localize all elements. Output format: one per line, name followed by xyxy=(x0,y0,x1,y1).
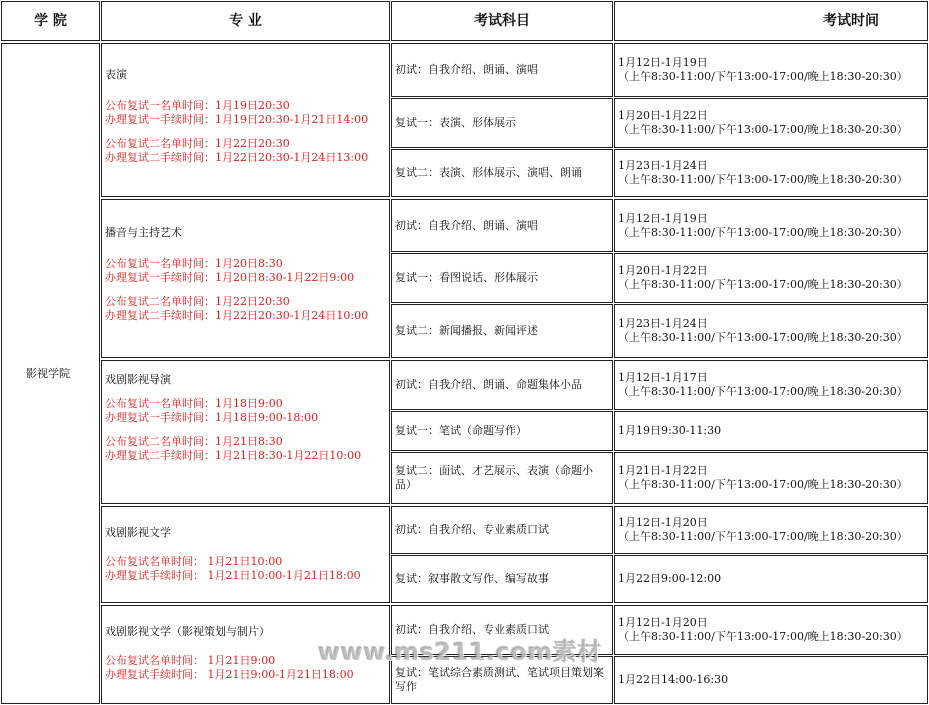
notice-text: 办理复试手续时间： 1月21日10:00-1月21日18:00 xyxy=(105,569,361,582)
exam-time-line: 1月12日-1月19日 xyxy=(618,56,708,69)
header-college: 学 院 xyxy=(1,1,100,41)
exam-subject: 复试：叙事散文写作、编写故事 xyxy=(391,555,613,603)
major-cell xyxy=(101,199,390,358)
exam-time-line: 1月22日9:00-12:00 xyxy=(618,572,722,585)
major-cell xyxy=(101,360,390,504)
major-cell xyxy=(101,605,390,704)
notice-text: 办理复试手续时间： 1月21日9:00-1月21日18:00 xyxy=(105,668,354,681)
notice-text: 公布复试名单时间： 1月21日10:00 xyxy=(105,555,283,568)
exam-time xyxy=(614,411,928,451)
major-name: 戏剧影视文学（影视策划与制片） xyxy=(105,625,270,638)
exam-time-line: 1月20日-1月22日 xyxy=(618,109,708,122)
exam-time xyxy=(614,656,928,704)
notice-text: 办理复试二手续时间：1月21日8:30-1月22日10:00 xyxy=(105,449,362,462)
exam-time xyxy=(614,360,928,410)
exam-subject: 初试：自我介绍、专业素质口试 xyxy=(391,605,613,655)
exam-time xyxy=(614,253,928,303)
notice-text: 公布复试一名单时间：1月19日20:30 xyxy=(105,99,290,112)
exam-subject: 初试：自我介绍、朗诵、演唱 xyxy=(391,199,613,252)
notice-text: 办理复试一手续时间：1月18日9:00-18:00 xyxy=(105,411,319,424)
exam-time xyxy=(614,304,928,358)
exam-time-line: （上午8:30-11:00/下午13:00-17:00/晚上18:30-20:30） xyxy=(618,530,908,543)
major-cell xyxy=(101,43,390,197)
exam-time xyxy=(614,506,928,554)
exam-time xyxy=(614,199,928,252)
exam-time-line: 1月22日14:00-16:30 xyxy=(618,673,729,686)
exam-time-line: （上午8:30-11:00/下午13:00-17:00/晚上18:30-20:30） xyxy=(618,278,908,291)
exam-time-line: （上午8:30-11:00/下午13:00-17:00/晚上18:30-20:30） xyxy=(618,331,908,344)
exam-time-line: （上午8:30-11:00/下午13:00-17:00/晚上18:30-20:30） xyxy=(618,630,908,643)
college-name: 影视学院 xyxy=(1,43,100,704)
notice-text: 办理复试一手续时间：1月19日20:30-1月21日14:00 xyxy=(105,113,369,126)
exam-time xyxy=(614,555,928,603)
major-name: 戏剧影视文学 xyxy=(105,526,171,539)
exam-time-line: 1月20日-1月22日 xyxy=(618,264,708,277)
major-name: 戏剧影视导演 xyxy=(105,373,171,386)
exam-subject: 复试一：看图说话、形体展示 xyxy=(391,253,613,303)
notice-text: 办理复试二手续时间：1月22日20:30-1月24日13:00 xyxy=(105,151,369,164)
exam-subject: 复试二：新闻播报、新闻评述 xyxy=(391,304,613,358)
exam-subject: 复试：笔试综合素质测试、笔试项目策划案写作 xyxy=(391,656,613,704)
exam-subject: 复试二：面试、才艺展示、表演（命题小品） xyxy=(391,452,613,504)
exam-time-line: 1月23日-1月24日 xyxy=(618,317,708,330)
notice-text: 公布复试名单时间： 1月21日9:00 xyxy=(105,654,276,667)
exam-subject: 复试一：表演、形体展示 xyxy=(391,98,613,148)
exam-time-line: 1月12日-1月20日 xyxy=(618,616,708,629)
exam-time xyxy=(614,98,928,148)
major-name: 播音与主持艺术 xyxy=(105,226,182,239)
notice-text: 公布复试一名单时间：1月20日8:30 xyxy=(105,257,283,270)
exam-time-line: （上午8:30-11:00/下午13:00-17:00/晚上18:30-20:30） xyxy=(618,478,908,491)
header-subject: 考试科目 xyxy=(391,1,613,41)
exam-time xyxy=(614,605,928,655)
exam-subject: 复试一：笔试（命题写作） xyxy=(391,411,613,451)
exam-time-line: （上午8:30-11:00/下午13:00-17:00/晚上18:30-20:30） xyxy=(618,123,908,136)
exam-subject: 初试：自我介绍、朗诵、命题集体小品 xyxy=(391,360,613,410)
notice-text: 公布复试二名单时间：1月22日20:30 xyxy=(105,137,290,150)
header-major: 专 业 xyxy=(101,1,390,41)
exam-subject: 初试：自我介绍、专业素质口试 xyxy=(391,506,613,554)
exam-time xyxy=(614,149,928,197)
exam-time xyxy=(614,452,928,504)
exam-time-line: 1月21日-1月22日 xyxy=(618,464,708,477)
major-name: 表演 xyxy=(105,68,127,81)
exam-time-line: （上午8:30-11:00/下午13:00-17:00/晚上18:30-20:30） xyxy=(618,173,908,186)
notice-text: 公布复试二名单时间：1月22日20:30 xyxy=(105,295,290,308)
header-time: 考试时间 xyxy=(614,1,928,41)
exam-subject: 初试：自我介绍、朗诵、演唱 xyxy=(391,43,613,97)
exam-time-line: 1月12日-1月20日 xyxy=(618,516,708,529)
exam-time xyxy=(614,43,928,97)
exam-subject: 复试二：表演、形体展示、演唱、朗诵 xyxy=(391,149,613,197)
exam-time-line: 1月19日9:30-11:30 xyxy=(618,424,722,437)
notice-text: 公布复试二名单时间：1月21日8:30 xyxy=(105,435,283,448)
watermark-text: www.ms211.com素材 xyxy=(318,638,602,666)
exam-time-line: （上午8:30-11:00/下午13:00-17:00/晚上18:30-20:30） xyxy=(618,385,908,398)
major-cell xyxy=(101,506,390,603)
exam-time-line: 1月12日-1月17日 xyxy=(618,371,708,384)
exam-time-line: （上午8:30-11:00/下午13:00-17:00/晚上18:30-20:30） xyxy=(618,225,908,239)
notice-text: 公布复试一名单时间：1月18日9:00 xyxy=(105,397,283,410)
notice-text: 办理复试二手续时间：1月22日20:30-1月24日10:00 xyxy=(105,309,369,322)
exam-time-line: （上午8:30-11:00/下午13:00-17:00/晚上18:30-20:30） xyxy=(618,70,908,83)
exam-time-line: 1月12日-1月19日 xyxy=(618,211,708,225)
exam-time-line: 1月23日-1月24日 xyxy=(618,159,708,172)
notice-text: 办理复试一手续时间：1月20日8:30-1月22日9:00 xyxy=(105,271,355,284)
